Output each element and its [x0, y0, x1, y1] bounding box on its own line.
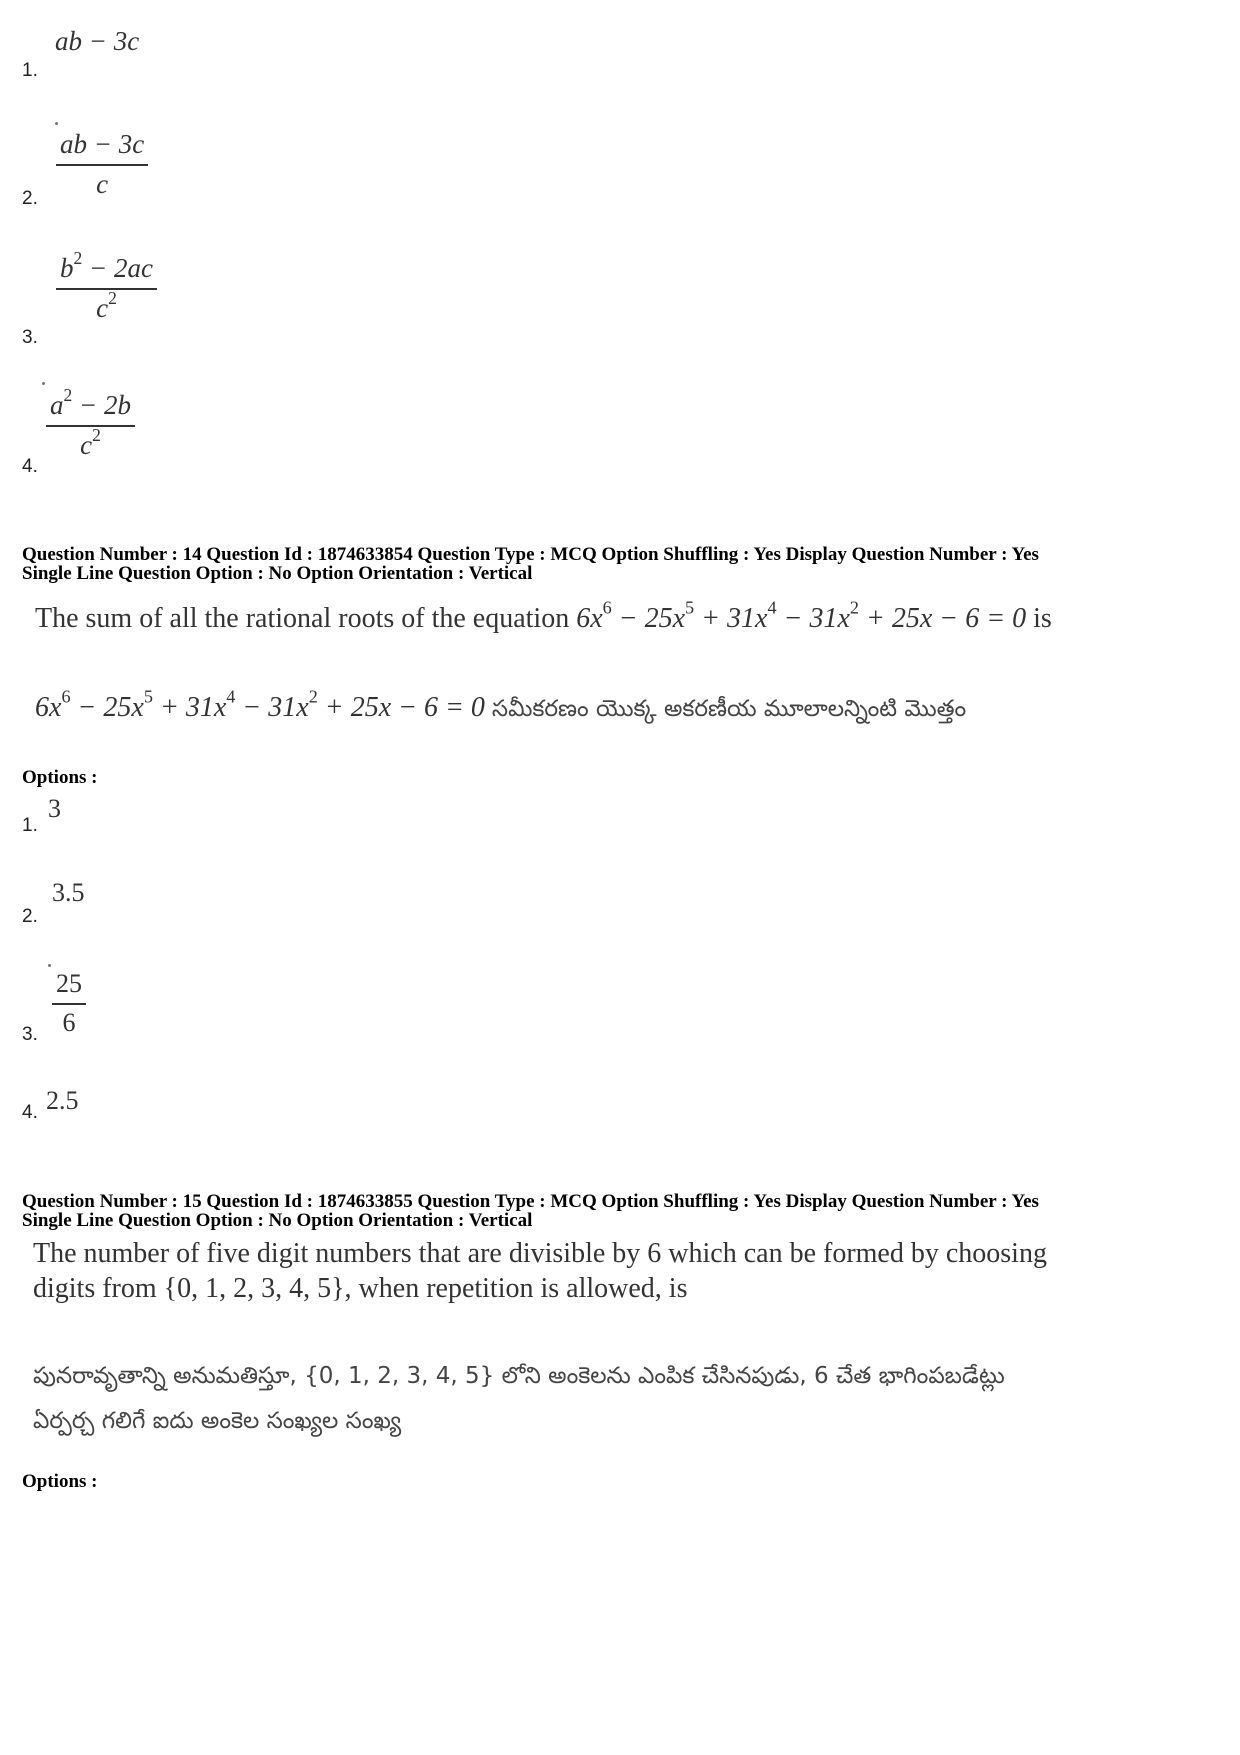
- option-number: 1.: [22, 60, 38, 81]
- fraction-denominator: $c^2$: [96, 287, 117, 323]
- question-14-telugu-text: $6x^6 - 25x^5 + 31x^4 - 31x^2 + 25x - 6 = 0$ సమీకరణం యొక్క అకరణీయ మూలాలన్నింటి మొత్తం: [35, 686, 967, 723]
- option-number: 1.: [22, 815, 38, 836]
- question-15-meta-line-2: Single Line Question Option : No Option Orientation : Vertical: [22, 1210, 533, 1231]
- fraction-numerator: $b^2 - 2ac$: [56, 254, 157, 290]
- option-4-value: 2.5: [46, 1086, 79, 1115]
- question-15-options-label: Options :: [22, 1471, 98, 1492]
- option-3-fraction: [56, 247, 157, 323]
- option-number: 3.: [22, 1024, 38, 1045]
- question-15-telugu-line-1: పునరావృతాన్ని అనుమతిస్తూ, {0, 1, 2, 3, 4, 5} లోని అంకెలను ఎంపిక చేసినపుడు, 6 చేత భాగింపబడేట్లు: [33, 1363, 1005, 1389]
- option-number: 2.: [22, 906, 38, 927]
- decorative-dot: [42, 382, 45, 385]
- option-number: 3.: [22, 327, 38, 348]
- decorative-dot: [48, 964, 51, 967]
- fraction-numerator: 25: [52, 970, 86, 1005]
- option-2-fraction: [56, 130, 148, 199]
- fraction-denominator: c: [96, 168, 109, 199]
- question-14-meta-line-1: Question Number : 14 Question Id : 1874633854 Question Type : MCQ Option Shuffling : Yes Display Question Number : Yes: [22, 544, 1039, 565]
- fraction-numerator: ab − 3c: [56, 130, 148, 166]
- option-4-fraction: [46, 384, 135, 460]
- fraction-denominator: $c^2$: [80, 424, 101, 460]
- question-15-english-line-2: digits from {0, 1, 2, 3, 4, 5}, when repetition is allowed, is: [33, 1273, 688, 1304]
- decorative-dot: [55, 122, 58, 125]
- question-15-meta-line-1: Question Number : 15 Question Id : 1874633855 Question Type : MCQ Option Shuffling : Yes Display Question Number : Yes: [22, 1191, 1039, 1212]
- fraction-numerator: $a^2 - 2b$: [46, 391, 135, 427]
- option-2-value: 3.5: [52, 878, 85, 907]
- option-3-fraction: [52, 970, 86, 1037]
- option-1-value: 3: [48, 794, 61, 823]
- question-14-english-text: The sum of all the rational roots of the equation $6x^6 - 25x^5 + 31x^4 - 31x^2 + 25x - 6 = 0$ is: [35, 597, 1052, 634]
- question-14-meta-line-2: Single Line Question Option : No Option Orientation : Vertical: [22, 563, 533, 584]
- option-number: 2.: [22, 188, 38, 209]
- option-number: 4.: [22, 1102, 38, 1123]
- option-1-expression: ab − 3c: [55, 26, 140, 56]
- option-number: 4.: [22, 456, 38, 477]
- fraction-denominator: 6: [62, 1007, 76, 1037]
- question-14-options-label: Options :: [22, 767, 98, 788]
- question-15-telugu-line-2: ఏర్పర్చ గలిగే ఐదు అంకెల సంఖ్యల సంఖ్య: [33, 1408, 402, 1434]
- question-15-english-line-1: The number of five digit numbers that are divisible by 6 which can be formed by choosing: [33, 1238, 1047, 1269]
